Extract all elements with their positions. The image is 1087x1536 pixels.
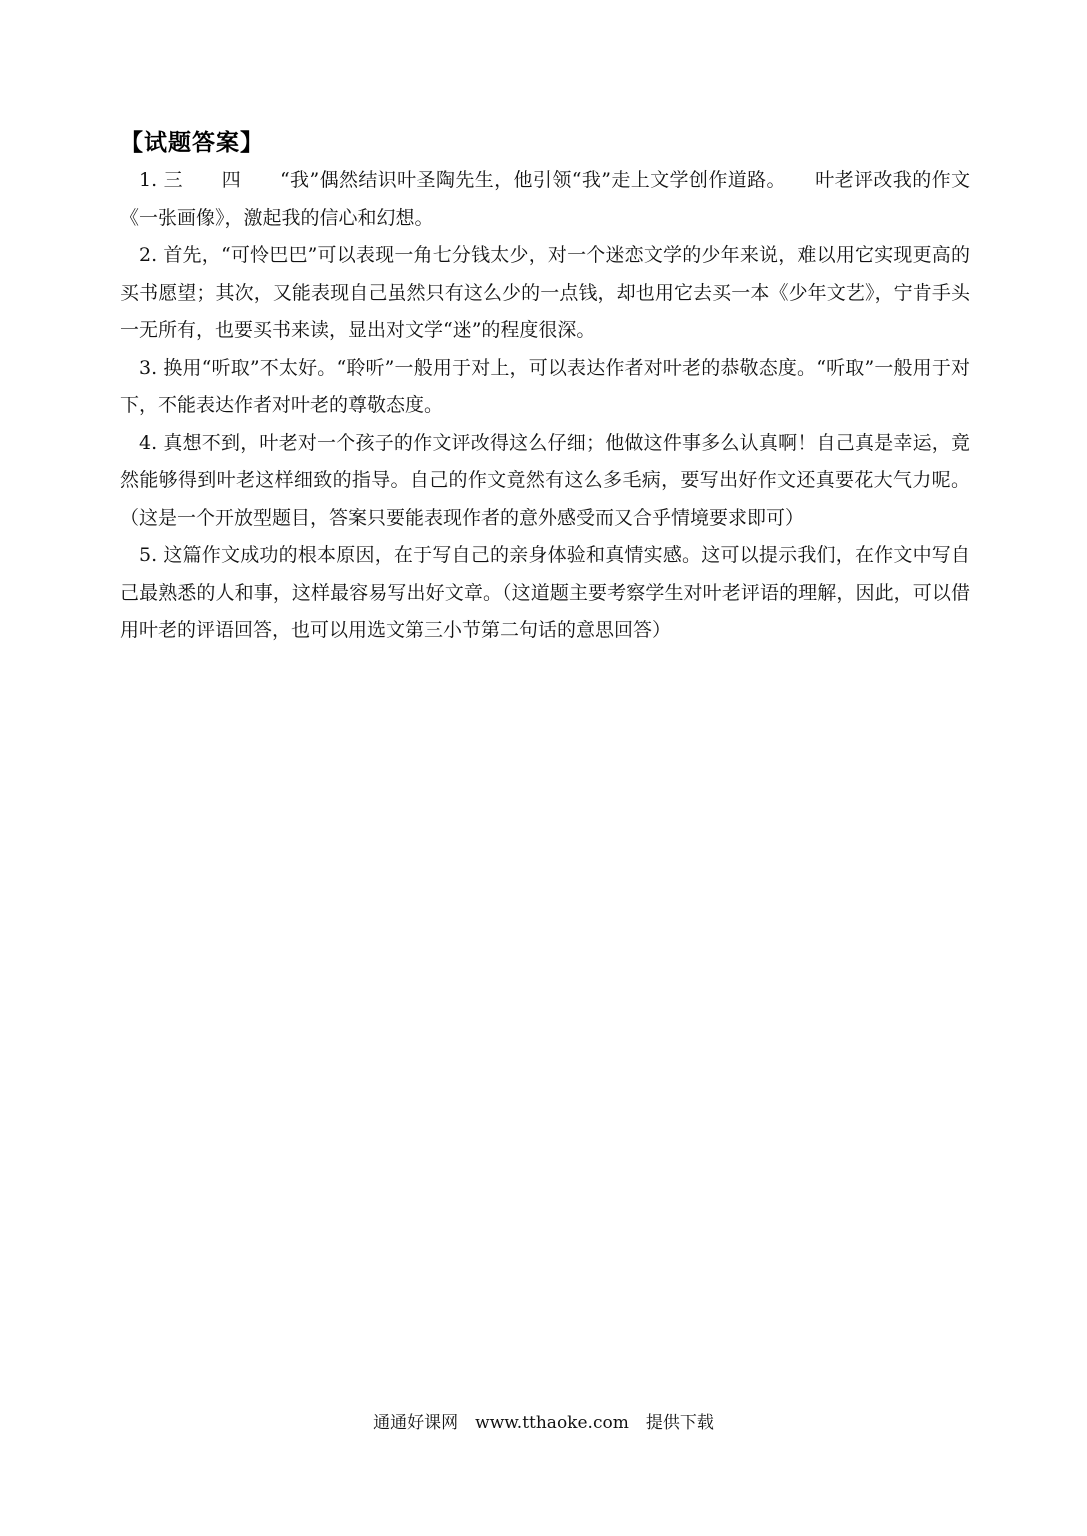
answer-list [120,162,970,650]
answer-item-3: 3. 换用“听取”不太好。“聆听”一般用于对上，可以表达作者对叶老的恭敬态度。“听取”一般用于对下，不能表达作者对叶老的尊敬态度。 [120,356,970,416]
page-footer: 通通好课网 www.tthaoke.com 提供下载 [373,1413,714,1433]
answer-item-5: 5. 这篇作文成功的根本原因，在于写自己的亲身体验和真情实感。这可以提示我们，在作文中写自己最熟悉的人和事，这样最容易写出好文章。（这道题主要考察学生对叶老评语的理解，因此，可以借用叶老的评语回答，也可以用选文第三小节第二句话的意思回答） [120,544,970,641]
answer-item-1: 1. 三 四 “我”偶然结识叶圣陶先生，他引领“我”走上文学创作道路。 叶老评改我的作文《一张画像》，激起我的信心和幻想。 [120,169,970,229]
answer-item-2: 2. 首先，“可怜巴巴”可以表现一角七分钱太少，对一个迷恋文学的少年来说，难以用它实现更高的买书愿望；其次，又能表现自己虽然只有这么少的一点钱，却也用它去买一本《少年文艺》，宁肯手头一无所有，也要买书来读，显出对文学“迷”的程度很深。 [120,244,970,341]
answer-item-4: 4. 真想不到，叶老对一个孩子的作文评改得这么仔细；他做这件事多么认真啊！自己真是幸运，竟然能够得到叶老这样细致的指导。自己的作文竟然有这么多毛病，要写出好作文还真要花大气力呢。（这是一个开放型题目，答案只要能表现作者的意外感受而又合乎情境要求即可） [120,431,970,529]
section-heading: 【试题答案】 [120,130,264,156]
